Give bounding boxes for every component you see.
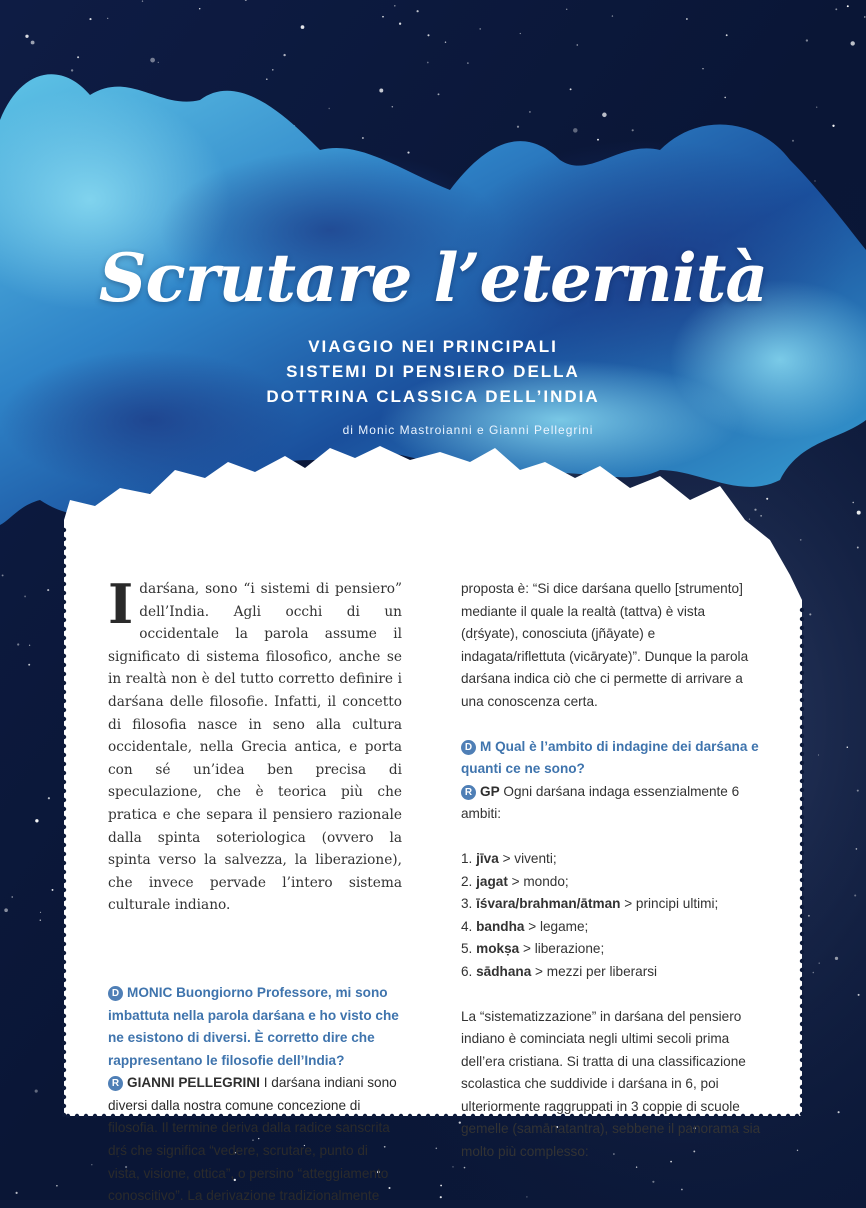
list-item-desc: > mezzi per liberarsi	[531, 963, 658, 979]
star	[382, 16, 384, 18]
perforation	[62, 888, 66, 892]
star	[612, 15, 613, 16]
star	[392, 106, 393, 107]
answer-badge-icon: R	[461, 785, 476, 800]
perforation	[800, 797, 804, 801]
star	[632, 129, 634, 131]
star	[107, 18, 108, 19]
perforation	[800, 770, 804, 774]
perforation	[62, 789, 66, 793]
perforation	[800, 761, 804, 765]
perforation	[62, 1014, 66, 1018]
star	[766, 498, 768, 500]
perforation	[800, 1004, 804, 1008]
question-block	[461, 736, 761, 781]
star	[835, 8, 837, 10]
perforation	[444, 1114, 448, 1118]
perforation	[777, 1114, 781, 1118]
perforation	[800, 1031, 804, 1035]
perforation	[62, 1113, 66, 1117]
star	[436, 1148, 438, 1150]
star	[24, 595, 26, 597]
perforation	[62, 1077, 66, 1081]
star	[272, 69, 273, 70]
answer-block	[108, 1072, 402, 1208]
perforation	[62, 699, 66, 703]
left-column	[108, 572, 402, 1208]
perforation	[62, 672, 66, 676]
perforation	[800, 635, 804, 639]
star	[301, 25, 305, 29]
star	[142, 0, 143, 1]
star	[797, 1150, 798, 1151]
star	[517, 126, 519, 128]
star	[399, 23, 401, 25]
star	[864, 16, 865, 17]
star	[800, 539, 802, 541]
star	[813, 972, 815, 974]
perforation	[62, 627, 66, 631]
star	[479, 28, 481, 30]
list-item-number: 3.	[461, 896, 473, 912]
star	[427, 34, 429, 36]
star	[29, 645, 30, 646]
perforation	[800, 725, 804, 729]
intro-paragraph	[108, 572, 402, 917]
answer-speaker: GP	[480, 783, 500, 799]
perforation	[800, 941, 804, 945]
star	[724, 97, 726, 99]
perforation	[62, 573, 66, 577]
right-column	[461, 578, 761, 1164]
star	[726, 34, 728, 36]
perforation	[62, 1041, 66, 1045]
intro-text: darśana, sono “i sistemi di pensiero” dell’India. Agli occhi di un occidentale la parola assume il significato di sistema filosofico, anche se in realtà non è del tutto corretto definire i darśana delle filosofie. Infatti, il concetto di filosofia nasce in seno alla cultura occidentale, nella Grecia antica, e porta con sé un’idea ben precisa di speculazione, che è teorica più che pratica e che separa il pensiero razionale dalla spinta soteriologica (ovvero la spinta verso la salvezza, la liberazione), che invece pervade l’intero sistema culturale indiano.	[108, 581, 402, 914]
perforation	[62, 1104, 66, 1108]
perforation	[800, 905, 804, 909]
star	[12, 896, 13, 897]
perforation	[800, 1049, 804, 1053]
perforation	[800, 626, 804, 630]
star	[702, 68, 703, 69]
perforation	[800, 1013, 804, 1017]
perforation	[800, 662, 804, 666]
drop-cap: I	[108, 572, 134, 636]
star	[792, 140, 794, 142]
star	[52, 889, 54, 891]
star	[597, 139, 599, 141]
perforation	[62, 1005, 66, 1009]
perforation	[62, 753, 66, 757]
perforation	[800, 743, 804, 747]
perforation	[62, 528, 66, 532]
star	[681, 1189, 683, 1191]
perforation	[62, 1023, 66, 1027]
perforation	[800, 977, 804, 981]
star	[445, 41, 446, 42]
star	[819, 962, 820, 963]
perforation	[62, 744, 66, 748]
star	[832, 125, 834, 127]
continuation-paragraph: proposta è: “Si dice darśana quello [strumento] mediante il quale la realtà (tattva) è vista (dṛśyate), conosciuta (jñāyate) e indagata/riflettuta (vicāryate)”. Dunque la parola darśana indica ciò che ci permette di arrivare a una conoscenza certa.	[461, 581, 749, 709]
star	[852, 502, 853, 503]
perforation	[62, 591, 66, 595]
star	[858, 994, 860, 996]
star	[847, 746, 848, 747]
star	[857, 511, 861, 515]
star	[573, 128, 578, 133]
star	[749, 519, 750, 520]
perforation	[800, 1094, 804, 1098]
subtitle-line: VIAGGIO NEI PRINCIPALI	[308, 337, 558, 356]
perforation	[800, 1058, 804, 1062]
star	[266, 78, 268, 80]
perforation	[800, 617, 804, 621]
perforation	[62, 906, 66, 910]
star	[40, 912, 41, 913]
list-item-desc: > liberazione;	[519, 941, 605, 957]
perforation	[62, 609, 66, 613]
perforation	[786, 1114, 790, 1118]
perforation	[62, 969, 66, 973]
perforation	[800, 923, 804, 927]
perforation	[800, 950, 804, 954]
list-item	[461, 871, 761, 894]
list-item	[461, 893, 761, 916]
star	[854, 894, 856, 896]
star	[464, 1167, 466, 1169]
star	[838, 1111, 840, 1113]
star	[35, 1090, 38, 1093]
perforation	[62, 600, 66, 604]
perforation	[62, 726, 66, 730]
question-text: Buongiorno Professore, mi sono imbattuta nella parola darśana e ho visto che ne esistono di diversi. È corretto dire che rappresentano le filosofie dell’India?	[108, 984, 399, 1068]
list-item	[461, 938, 761, 961]
perforation	[62, 654, 66, 658]
perforation	[62, 870, 66, 874]
star	[452, 1166, 453, 1167]
perforation	[800, 1022, 804, 1026]
perforation	[417, 1114, 421, 1118]
star	[440, 1196, 442, 1198]
perforation	[62, 582, 66, 586]
answer-badge-icon: R	[108, 1076, 123, 1091]
perforation	[800, 1112, 804, 1116]
perforation	[800, 671, 804, 675]
star	[407, 152, 409, 154]
perforation	[800, 968, 804, 972]
star	[857, 547, 859, 549]
star	[16, 1192, 18, 1194]
question-text: Qual è l’ambito di indagine dei darśana e quanti ce ne sono?	[461, 738, 759, 777]
list-item-term: mokṣa	[476, 941, 520, 957]
list-item-desc: > principi ultimi;	[620, 896, 719, 912]
perforation	[800, 824, 804, 828]
star	[760, 515, 761, 516]
star	[438, 93, 440, 95]
perforation	[800, 932, 804, 936]
perforation	[800, 788, 804, 792]
star	[529, 111, 531, 113]
star	[31, 41, 35, 45]
perforation	[800, 896, 804, 900]
perforation	[62, 537, 66, 541]
star	[77, 56, 79, 58]
star	[835, 957, 838, 960]
perforation	[800, 680, 804, 684]
perforation	[62, 1050, 66, 1054]
star	[856, 848, 858, 850]
perforation	[62, 717, 66, 721]
list-item-term: sādhana	[476, 963, 532, 979]
perforation	[800, 851, 804, 855]
perforation	[62, 861, 66, 865]
star	[17, 643, 19, 645]
list-item	[461, 961, 761, 984]
perforation	[62, 897, 66, 901]
perforation	[93, 1114, 97, 1118]
star	[526, 1196, 527, 1197]
perforation	[62, 942, 66, 946]
star	[328, 108, 329, 109]
perforation	[62, 825, 66, 829]
star	[89, 18, 91, 20]
list-item-number: 6.	[461, 963, 473, 979]
perforation	[800, 959, 804, 963]
perforation	[800, 1085, 804, 1089]
star	[809, 613, 811, 615]
star	[379, 89, 383, 93]
perforation	[62, 645, 66, 649]
list-item	[461, 848, 761, 871]
closing-paragraph: La “sistematizzazione” in darśana del pensiero indiano è cominciata negli ultimi secoli prima dell’era cristiana. Si tratta di una classificazione scolastica che suddivide i darśana in 6, poi ulteriormente raggruppati in 3 coppie di scuole gemelle (samānatantra), sebbene il panorama sia molto più complesso:	[461, 1008, 761, 1160]
star	[417, 10, 419, 12]
article-title: Scrutare l’eternità	[98, 239, 768, 317]
perforation	[62, 681, 66, 685]
perforation	[800, 698, 804, 702]
perforation	[62, 780, 66, 784]
perforation	[800, 734, 804, 738]
perforation	[62, 1068, 66, 1072]
perforation	[62, 978, 66, 982]
star	[857, 790, 859, 792]
perforation	[62, 546, 66, 550]
answer-block	[461, 781, 761, 826]
star	[28, 664, 30, 666]
perforation	[800, 644, 804, 648]
star	[158, 62, 159, 63]
star	[440, 1185, 442, 1187]
perforation	[800, 1040, 804, 1044]
perforation	[62, 924, 66, 928]
list-item-number: 1.	[461, 850, 473, 866]
perforation	[800, 887, 804, 891]
perforation	[800, 815, 804, 819]
list-item-desc: > legame;	[524, 918, 589, 934]
perforation	[75, 1114, 79, 1118]
star	[56, 1185, 58, 1187]
perforation	[800, 608, 804, 612]
subtitle-line: SISTEMI DI PENSIERO DELLA	[286, 362, 580, 381]
star	[150, 58, 155, 63]
perforation	[800, 707, 804, 711]
star	[48, 797, 50, 799]
answer-speaker: GIANNI PELLEGRINI	[127, 1075, 260, 1091]
perforation	[800, 995, 804, 999]
star	[808, 915, 810, 917]
question-speaker: MONIC	[127, 984, 173, 1000]
perforation	[62, 834, 66, 838]
perforation	[62, 762, 66, 766]
star	[35, 819, 38, 822]
subtitle-line: DOTTRINA CLASSICA DELL’INDIA	[266, 387, 600, 406]
perforation	[800, 1103, 804, 1107]
star	[851, 41, 855, 45]
perforation	[62, 987, 66, 991]
perforation	[62, 1095, 66, 1099]
star	[520, 33, 521, 34]
perforation	[62, 960, 66, 964]
perforation	[62, 879, 66, 883]
article-subtitle	[0, 334, 866, 409]
perforation	[800, 716, 804, 720]
perforation	[800, 869, 804, 873]
perforation	[768, 1114, 772, 1118]
article-header	[0, 230, 866, 437]
star	[71, 69, 73, 71]
perforation	[62, 807, 66, 811]
perforation	[800, 752, 804, 756]
question-badge-icon: D	[108, 986, 123, 1001]
perforation	[62, 708, 66, 712]
question-block	[108, 982, 402, 1072]
question-badge-icon: D	[461, 740, 476, 755]
perforation	[62, 951, 66, 955]
perforation	[102, 1114, 106, 1118]
star	[394, 5, 396, 7]
star	[570, 88, 572, 90]
star	[283, 54, 285, 56]
star	[2, 574, 4, 576]
perforation	[800, 779, 804, 783]
perforation	[62, 735, 66, 739]
perforation	[800, 653, 804, 657]
list-item-number: 5.	[461, 941, 473, 957]
star	[818, 754, 819, 755]
list-item-desc: > viventi;	[498, 850, 557, 866]
perforation	[62, 1059, 66, 1063]
perforation	[62, 771, 66, 775]
perforation	[62, 555, 66, 559]
perforation	[62, 690, 66, 694]
perforation	[62, 636, 66, 640]
perforation	[84, 1114, 88, 1118]
star	[576, 44, 578, 46]
star	[566, 9, 567, 10]
star	[427, 62, 429, 64]
perforation	[62, 816, 66, 820]
star	[602, 113, 607, 118]
perforation	[66, 1114, 70, 1118]
star	[47, 589, 49, 591]
list-item-term: bandha	[476, 918, 525, 934]
list-item-desc: > mondo;	[507, 873, 569, 889]
perforation	[62, 843, 66, 847]
perforation	[62, 933, 66, 937]
star	[40, 919, 41, 920]
perforation	[800, 986, 804, 990]
star	[816, 107, 817, 108]
star	[362, 137, 364, 139]
star	[4, 908, 8, 912]
perforation	[62, 564, 66, 568]
perforation	[800, 1067, 804, 1071]
perforation	[62, 996, 66, 1000]
perforation	[800, 1076, 804, 1080]
star	[847, 5, 849, 7]
perforation	[426, 1114, 430, 1118]
star	[754, 509, 756, 511]
star	[814, 180, 815, 181]
perforation	[800, 878, 804, 882]
list-item-term: jagat	[476, 873, 508, 889]
answer-text: Ogni darśana indaga essenzialmente 6 ambiti:	[461, 783, 740, 822]
list-item-number: 4.	[461, 918, 473, 934]
star	[686, 18, 688, 20]
list-item-term: īśvara/brahman/ātman	[476, 896, 621, 912]
star	[91, 1164, 92, 1165]
perforation	[62, 1086, 66, 1090]
perforation	[408, 1114, 412, 1118]
article-byline: di Monic Mastroianni e Gianni Pellegrini	[342, 423, 594, 437]
perforation	[62, 915, 66, 919]
perforation	[795, 1114, 799, 1118]
perforation	[62, 852, 66, 856]
perforation	[800, 842, 804, 846]
perforation	[62, 618, 66, 622]
perforation	[435, 1114, 439, 1118]
star	[636, 1166, 637, 1167]
perforation	[62, 663, 66, 667]
perforation	[800, 914, 804, 918]
star	[467, 62, 468, 63]
perforation	[800, 833, 804, 837]
list-item-term: jīva	[476, 850, 499, 866]
star	[806, 39, 808, 41]
star	[652, 1181, 654, 1183]
question-speaker: M	[480, 738, 492, 754]
perforation	[62, 798, 66, 802]
perforation	[453, 1114, 457, 1118]
perforation	[62, 1032, 66, 1036]
ambiti-list	[461, 848, 761, 984]
star	[199, 8, 200, 9]
perforation	[800, 806, 804, 810]
perforation	[800, 860, 804, 864]
list-item	[461, 916, 761, 939]
perforation	[800, 689, 804, 693]
star	[25, 35, 28, 38]
list-item-number: 2.	[461, 873, 473, 889]
answer-text: I darśana indiani sono diversi dalla nostra comune concezione di filosofia. Il termine deriva dalla radice sanscrita dṛś che significa “vedere, scrutare, punto di vista, visione, ottica”, o persino “atteggiamento conoscitivo”. La derivazione tradizionalmente	[108, 1075, 397, 1204]
